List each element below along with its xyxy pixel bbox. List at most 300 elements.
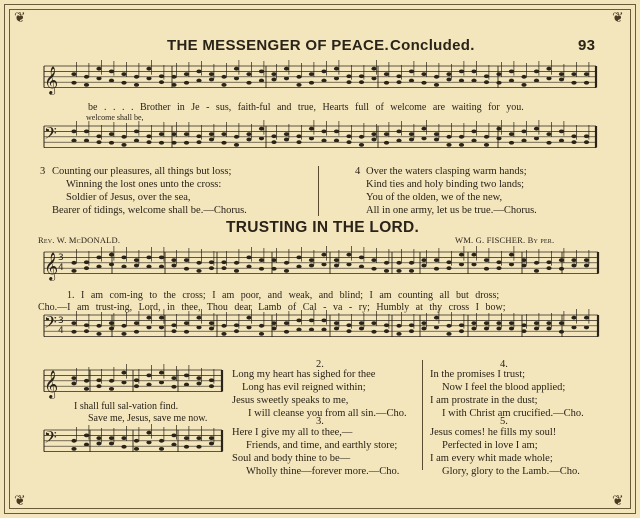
verse-line: Jesus comes! he fills my soul!	[430, 427, 557, 438]
verse-line: Here I give my all to thee,—	[232, 427, 353, 438]
note-head	[209, 260, 214, 264]
note-head	[271, 140, 276, 144]
note-head	[321, 70, 326, 74]
note-head	[359, 74, 364, 78]
note-head	[234, 67, 239, 71]
song2-verse2	[232, 368, 407, 420]
note-head	[84, 387, 89, 391]
note-head	[134, 330, 139, 334]
note-head	[496, 72, 501, 76]
note-head	[184, 267, 189, 271]
note-head	[496, 260, 501, 264]
svg-text:❦: ❦	[14, 10, 26, 26]
note-head	[346, 134, 351, 138]
note-head	[334, 130, 339, 134]
note-head	[221, 132, 226, 136]
note-head	[421, 258, 426, 262]
clef-icon: 3	[58, 316, 64, 326]
note-head	[571, 140, 576, 144]
note-head	[484, 321, 489, 325]
clef-icon: 𝄢	[44, 312, 57, 336]
note-head	[134, 378, 139, 382]
note-head	[146, 256, 151, 260]
note-head	[334, 327, 339, 331]
note-head	[571, 258, 576, 262]
note-head	[471, 130, 476, 134]
note-head	[321, 130, 326, 134]
note-head	[421, 137, 426, 141]
song1-verse4-number: 4	[355, 166, 361, 177]
note-head	[284, 132, 289, 136]
note-head	[134, 264, 139, 268]
note-head	[334, 67, 339, 71]
note-head	[284, 330, 289, 334]
verse-line: Friends, and time, and earthly store;	[246, 440, 398, 451]
note-head	[196, 134, 201, 138]
note-head	[109, 387, 114, 391]
note-head	[109, 70, 114, 74]
note-head	[321, 79, 326, 83]
song1-verse3-number: 3	[40, 166, 46, 177]
song2-title: TRUSTING IN THE LORD.	[226, 219, 420, 236]
note-head	[446, 266, 451, 270]
note-head	[346, 80, 351, 84]
note-head	[421, 327, 426, 331]
note-head	[209, 72, 214, 76]
song1-title: THE MESSENGER OF PEACE.	[167, 37, 389, 54]
note-head	[184, 383, 189, 387]
note-head	[434, 132, 439, 136]
note-head	[134, 258, 139, 262]
note-head	[159, 256, 164, 260]
note-head	[434, 267, 439, 271]
note-head	[246, 81, 251, 85]
note-head	[434, 326, 439, 330]
note-head	[396, 74, 401, 78]
note-head	[346, 253, 351, 257]
note-head	[96, 265, 101, 269]
note-head	[234, 261, 239, 265]
note-head	[546, 260, 551, 264]
note-head	[559, 72, 564, 76]
note-head	[159, 326, 164, 330]
song2-verse5	[430, 426, 580, 478]
note-head	[121, 445, 126, 449]
note-head	[84, 139, 89, 143]
note-head	[521, 329, 526, 333]
note-head	[171, 323, 176, 327]
note-head	[434, 258, 439, 262]
note-head	[84, 266, 89, 270]
note-head	[71, 321, 76, 325]
note-head	[209, 442, 214, 446]
song2-verse3	[232, 426, 399, 478]
note-head	[421, 321, 426, 325]
note-head	[171, 376, 176, 380]
note-head	[296, 140, 301, 144]
note-head	[484, 327, 489, 331]
note-head	[109, 253, 114, 257]
clef-icon: 3	[58, 253, 64, 263]
svg-text:❦: ❦	[14, 493, 26, 509]
note-head	[146, 134, 151, 138]
note-head	[459, 70, 464, 74]
note-head	[359, 321, 364, 325]
note-head	[71, 376, 76, 380]
note-head	[146, 265, 151, 269]
note-head	[571, 81, 576, 85]
note-head	[159, 439, 164, 443]
note-head	[284, 67, 289, 71]
note-head	[309, 328, 314, 332]
note-head	[584, 326, 589, 330]
note-head	[484, 135, 489, 139]
note-head	[146, 374, 151, 378]
note-head	[459, 143, 464, 147]
note-head	[134, 83, 139, 87]
note-head	[196, 445, 201, 449]
note-head	[521, 264, 526, 268]
note-head	[171, 434, 176, 438]
note-head	[446, 135, 451, 139]
note-head	[121, 81, 126, 85]
note-head	[371, 132, 376, 136]
note-head	[134, 139, 139, 143]
note-head	[309, 264, 314, 268]
clef-icon: 𝄞	[44, 370, 59, 398]
note-head	[534, 321, 539, 325]
note-head	[146, 441, 151, 445]
note-head	[409, 323, 414, 327]
note-head	[384, 269, 389, 273]
note-head	[421, 264, 426, 268]
note-head	[584, 140, 589, 144]
note-head	[471, 321, 476, 325]
note-head	[584, 72, 589, 76]
note-head	[396, 261, 401, 265]
note-head	[146, 316, 151, 320]
note-head	[471, 253, 476, 257]
note-head	[96, 384, 101, 388]
clef-icon: 𝄢	[44, 427, 57, 451]
song2-author: Rev. W. McDONALD.	[38, 235, 121, 245]
note-head	[409, 329, 414, 333]
note-head	[309, 137, 314, 141]
note-head	[471, 139, 476, 143]
note-head	[509, 253, 514, 257]
note-head	[209, 78, 214, 82]
note-head	[409, 70, 414, 74]
note-head	[521, 258, 526, 262]
note-head	[509, 141, 514, 145]
note-head	[371, 330, 376, 334]
verse-divider	[422, 360, 423, 470]
note-head	[546, 321, 551, 325]
note-head	[359, 143, 364, 147]
note-head	[471, 263, 476, 267]
note-head	[359, 265, 364, 269]
note-head	[259, 332, 264, 336]
note-head	[434, 75, 439, 79]
note-head	[109, 436, 114, 440]
note-head	[84, 83, 89, 87]
note-head	[271, 258, 276, 262]
note-head	[209, 384, 214, 388]
note-head	[396, 332, 401, 336]
note-head	[184, 321, 189, 325]
note-head	[84, 443, 89, 447]
note-head	[484, 258, 489, 262]
note-head	[571, 134, 576, 138]
note-head	[171, 132, 176, 136]
note-head	[396, 139, 401, 143]
note-head	[584, 264, 589, 268]
note-head	[296, 265, 301, 269]
note-head	[371, 77, 376, 81]
note-head	[146, 140, 151, 144]
note-head	[159, 132, 164, 136]
note-head	[371, 67, 376, 71]
note-head	[209, 321, 214, 325]
song2-lyric-chorus: Cho.—I am trust-ing, Lord, in thee, Thou dear Lamb of Cal - va - ry; Humbly at thy cross I bow;	[38, 302, 506, 313]
note-head	[521, 139, 526, 143]
note-head	[109, 321, 114, 325]
note-head	[221, 324, 226, 328]
note-head	[559, 267, 564, 271]
note-head	[396, 80, 401, 84]
note-head	[184, 132, 189, 136]
note-head	[359, 135, 364, 139]
note-head	[359, 80, 364, 84]
note-head	[246, 265, 251, 269]
note-head	[209, 138, 214, 142]
note-head	[84, 130, 89, 134]
note-head	[521, 130, 526, 134]
note-head	[196, 269, 201, 273]
note-head	[459, 253, 464, 257]
note-head	[384, 72, 389, 76]
note-head	[284, 261, 289, 265]
note-head	[134, 384, 139, 388]
verse-line: Now I feel the blood applied;	[442, 382, 566, 393]
note-head	[421, 81, 426, 85]
note-head	[496, 321, 501, 325]
note-head	[221, 332, 226, 336]
note-head	[71, 261, 76, 265]
note-head	[296, 328, 301, 332]
note-head	[246, 256, 251, 260]
note-head	[559, 139, 564, 143]
note-head	[371, 258, 376, 262]
note-head	[109, 442, 114, 446]
note-head	[196, 376, 201, 380]
note-head	[96, 332, 101, 336]
note-head	[96, 324, 101, 328]
verse-line: Winning the lost ones unto the cross:	[66, 179, 222, 190]
note-head	[409, 261, 414, 265]
note-head	[184, 258, 189, 262]
note-head	[359, 256, 364, 260]
note-head	[121, 332, 126, 336]
note-head	[109, 263, 114, 267]
note-head	[121, 324, 126, 328]
note-head	[484, 267, 489, 271]
note-head	[534, 327, 539, 331]
note-head	[246, 326, 251, 330]
note-head	[96, 442, 101, 446]
note-head	[196, 261, 201, 265]
note-head	[209, 378, 214, 382]
note-head	[84, 434, 89, 438]
note-head	[484, 80, 489, 84]
note-head	[71, 139, 76, 143]
note-head	[184, 330, 189, 334]
note-head	[321, 139, 326, 143]
note-head	[471, 327, 476, 331]
note-head	[109, 327, 114, 331]
note-head	[371, 138, 376, 142]
note-head	[446, 324, 451, 328]
verse-line: Soldier of Jesus, over the sea,	[66, 192, 191, 203]
note-head	[146, 431, 151, 435]
note-head	[84, 329, 89, 333]
note-head	[259, 258, 264, 262]
note-head	[296, 134, 301, 138]
note-head	[196, 436, 201, 440]
note-head	[434, 316, 439, 320]
note-head	[246, 138, 251, 142]
note-head	[271, 327, 276, 331]
note-head	[209, 327, 214, 331]
note-head	[284, 321, 289, 325]
note-head	[159, 447, 164, 451]
note-head	[384, 329, 389, 333]
verse-line: I am prostrate in the dust;	[430, 395, 538, 406]
note-head	[96, 256, 101, 260]
note-head	[84, 323, 89, 327]
note-head	[171, 75, 176, 79]
verse-line: Kind ties and holy binding two lands;	[366, 179, 525, 190]
verse-line: You of the olden, we of the new,	[366, 192, 503, 203]
note-head	[171, 258, 176, 262]
note-head	[546, 77, 551, 81]
note-head	[334, 264, 339, 268]
song1-lyric-line: be . . . . Brother in Je - sus, faith-ful and true, Hearts full of welcome are waiting for you.	[88, 102, 524, 113]
note-head	[171, 264, 176, 268]
note-head	[384, 261, 389, 265]
note-head	[584, 81, 589, 85]
note-head	[159, 371, 164, 375]
note-head	[109, 132, 114, 136]
note-head	[509, 321, 514, 325]
note-head	[184, 141, 189, 145]
note-head	[259, 137, 264, 141]
note-head	[346, 329, 351, 333]
note-head	[234, 143, 239, 147]
note-head	[309, 127, 314, 131]
note-head	[521, 323, 526, 327]
note-head	[271, 78, 276, 82]
note-head	[534, 269, 539, 273]
note-head	[96, 67, 101, 71]
note-head	[71, 130, 76, 134]
note-head	[196, 326, 201, 330]
note-head	[534, 70, 539, 74]
note-head	[296, 256, 301, 260]
note-head	[434, 138, 439, 142]
note-head	[346, 323, 351, 327]
song2-lyric-end1: I shall full sal-vation find.	[74, 401, 179, 412]
note-head	[246, 316, 251, 320]
note-head	[559, 258, 564, 262]
note-head	[246, 132, 251, 136]
note-head	[584, 258, 589, 262]
note-head	[171, 83, 176, 87]
note-head	[259, 79, 264, 83]
note-head	[421, 127, 426, 131]
note-head	[571, 316, 576, 320]
svg-text:❦: ❦	[612, 493, 624, 509]
note-head	[534, 261, 539, 265]
note-head	[84, 75, 89, 79]
note-head	[234, 323, 239, 327]
note-head	[446, 260, 451, 264]
note-head	[559, 330, 564, 334]
note-head	[171, 385, 176, 389]
note-head	[71, 447, 76, 451]
note-head	[209, 436, 214, 440]
note-head	[521, 75, 526, 79]
note-head	[334, 321, 339, 325]
verse-line: I am every whit made whole;	[430, 453, 553, 464]
note-head	[184, 436, 189, 440]
note-head	[446, 72, 451, 76]
note-head	[71, 330, 76, 334]
page-number: 93	[578, 37, 596, 54]
note-head	[271, 72, 276, 76]
note-head	[171, 329, 176, 333]
song2-composer: WM. G. FISCHER. By per.	[455, 235, 555, 245]
note-head	[459, 135, 464, 139]
note-head	[159, 316, 164, 320]
note-head	[384, 132, 389, 136]
note-head	[71, 72, 76, 76]
note-head	[546, 67, 551, 71]
note-head	[271, 134, 276, 138]
verse-line: Long has evil reigned within;	[242, 382, 366, 393]
verse-line: Counting our pleasures, all things but loss;	[52, 166, 232, 177]
note-head	[459, 329, 464, 333]
note-head	[559, 78, 564, 82]
note-head	[159, 141, 164, 145]
note-head	[196, 140, 201, 144]
note-head	[221, 141, 226, 145]
note-head	[559, 130, 564, 134]
song2-verse3-number: 3.	[316, 416, 324, 427]
note-head	[459, 323, 464, 327]
note-head	[146, 383, 151, 387]
note-head	[221, 266, 226, 270]
note-head	[134, 439, 139, 443]
note-head	[96, 140, 101, 144]
song2-verse4-number: 4.	[500, 359, 508, 370]
note-head	[209, 132, 214, 136]
note-head	[496, 266, 501, 270]
song2-lyric-verse1: 1. I am com-ing to the cross; I am poor, and weak, and blind; I am counting all but dross;	[67, 290, 500, 301]
note-head	[71, 382, 76, 386]
note-head	[496, 127, 501, 131]
note-head	[234, 135, 239, 139]
